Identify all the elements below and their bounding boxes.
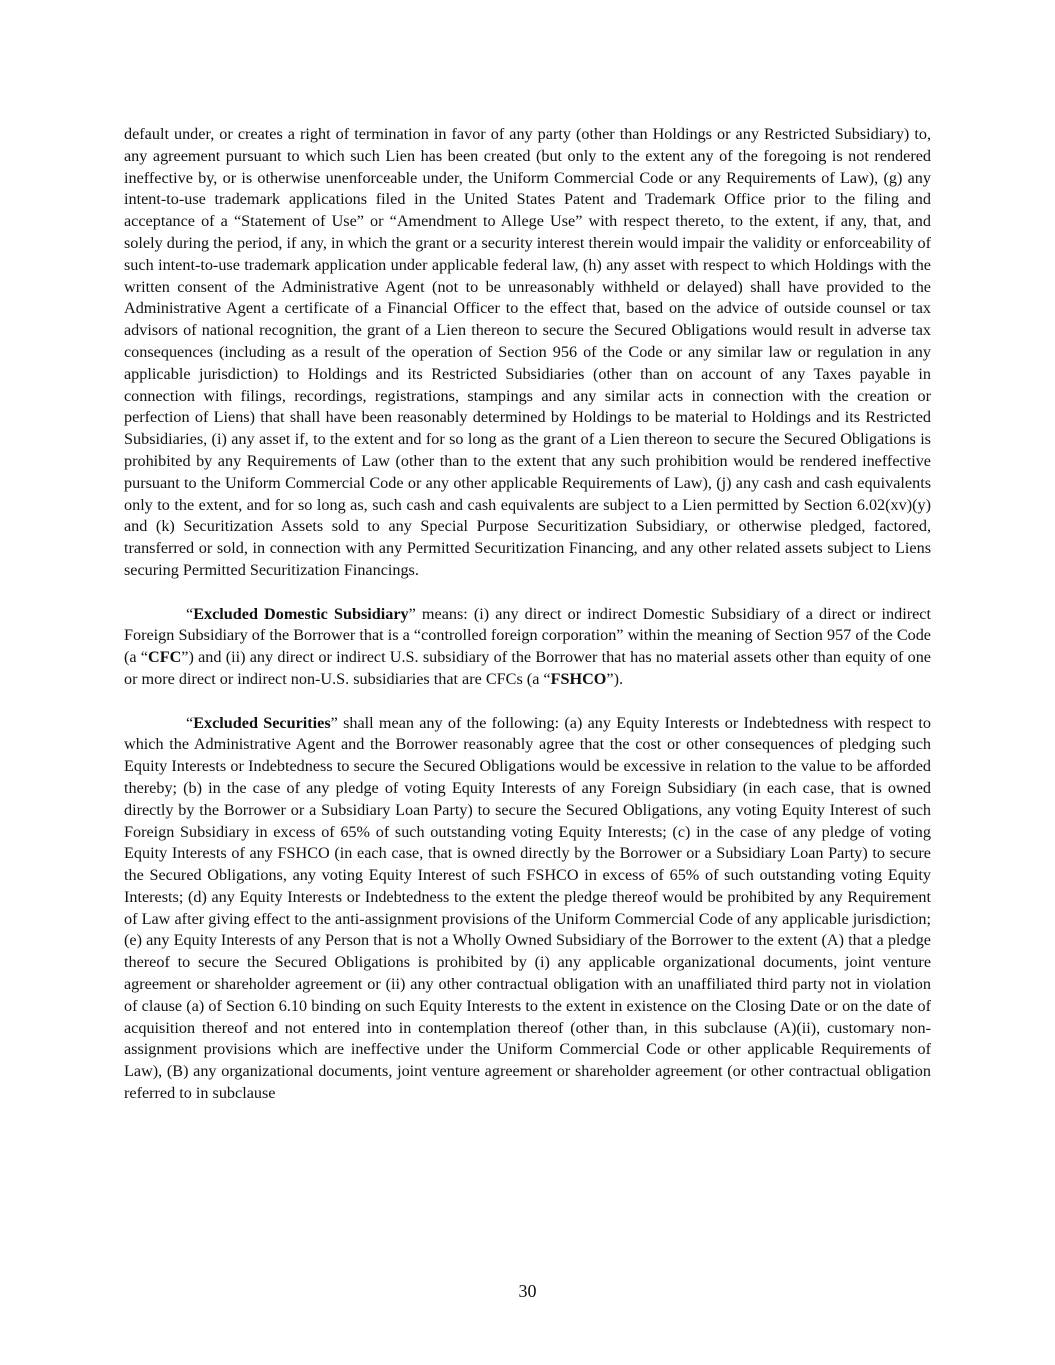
document-body: [124, 124, 931, 1105]
paragraph-excluded-securities: [124, 713, 931, 1105]
definition-text: ” shall mean any of the following: (a) any Equity Interests or Indebtedness with respect to which the Administrative Agent and the Borrower reasonably agree that the cost or other consequences of pledging such Equity Interests or Indebtedness to secure the Secured Obligations would be excessive in relation to the value to be afforded thereby; (b) in the case of any pledge of voting Equity Interests of any Foreign Subsidiary (in each case, that is owned directly by the Borrower or a Subsidiary Loan Party) to secure the Secured Obligations, any voting Equity Interest of such Foreign Subsidiary in excess of 65% of such outstanding voting Equity Interests; (c) in the case of any pledge of voting Equity Interests of any FSHCO (in each case, that is owned directly by the Borrower or a Subsidiary Loan Party) to secure the Secured Obligations, any voting Equity Interest of such FSHCO in excess of 65% of such outstanding voting Equity Interests; (d) any Equity Interests or Indebtedness to the extent the pledge thereof would be prohibited by any Requirement of Law after giving effect to the anti-assignment provisions of the Uniform Commercial Code of any applicable jurisdiction; (e) any Equity Interests of any Person that is not a Wholly Owned Subsidiary of the Borrower to the extent (A) that a pledge thereof to secure the Secured Obligations is prohibited by (i) any applicable organizational documents, joint venture agreement or shareholder agreement or (ii) any other contractual obligation with an unaffiliated third party not in violation of clause (a) of Section 6.10 binding on such Equity Interests to the extent in existence on the Closing Date or on the date of acquisition thereof and not entered into in contemplation thereof (other than, in this subclause (A)(ii), customary non-assignment provisions which are ineffective under the Uniform Commercial Code or other applicable Requirements of Law), (B) any organizational documents, joint venture agreement or shareholder agreement (or other contractual obligation referred to in subclause: [124, 713, 931, 1103]
definition-text: ”) and (ii) any direct or indirect U.S. subsidiary of the Borrower that has no material assets other than equity of one or more direct or indirect non-U.S. subsidiaries that are CFCs (a “: [124, 648, 931, 688]
open-quote: “: [186, 604, 194, 623]
defined-term-excluded-domestic-subsidiary: Excluded Domestic Subsidiary: [193, 604, 409, 623]
open-quote: “: [186, 713, 194, 732]
paragraph-excluded-domestic-subsidiary: [124, 604, 931, 691]
definition-text: ” means: (i) any direct or indirect Domestic Subsidiary of a direct or indirect Foreign Subsidiary of the Borrower that is a “controlled foreign corporation” within the meaning of Section 957 of the Code (a “: [124, 604, 931, 667]
page-number: 30: [518, 1281, 537, 1301]
defined-term-cfc: CFC: [148, 648, 182, 667]
defined-term-excluded-securities: Excluded Securities: [193, 713, 331, 732]
defined-term-fshco: FSHCO: [550, 669, 607, 688]
paragraph-collateral-exclusions: default under, or creates a right of termination in favor of any party (other than Holdings or any Restricted Subsidiary) to, any agreement pursuant to which such Lien has been created (but only to the extent any of the foregoing is not rendered ineffective by, or is otherwise unenforceable under, the Uniform Commercial Code or any Requirements of Law), (g) any intent-to-use trademark applications filed in the United States Patent and Trademark Office prior to the filing and acceptance of a “Statement of Use” or “Amendment to Allege Use” with respect thereto, to the extent, if any, that, and solely during the period, if any, in which the grant or a security interest therein would impair the validity or enforceability of such intent-to-use trademark application under applicable federal law, (h) any asset with respect to which Holdings with the written consent of the Administrative Agent (not to be unreasonably withheld or delayed) shall have provided to the Administrative Agent a certificate of a Financial Officer to the effect that, based on the advice of outside counsel or tax advisors of national recognition, the grant of a Lien thereon to secure the Secured Obligations would result in adverse tax consequences (including as a result of the operation of Section 956 of the Code or any similar law or regulation in any applicable jurisdiction) to Holdings and its Restricted Subsidiaries (other than on account of any Taxes payable in connection with filings, recordings, registrations, stampings and any similar acts in connection with the creation or perfection of Liens) that shall have been reasonably determined by Holdings to be material to Holdings and its Restricted Subsidiaries, (i) any asset if, to the extent and for so long as the grant of a Lien thereon to secure the Secured Obligations is prohibited by any Requirements of Law (other than to the extent that any such prohibition would be rendered ineffective pursuant to the Uniform Commercial Code or any other applicable Requirements of Law), (j) any cash and cash equivalents only to the extent, and for so long as, such cash and cash equivalents are subject to a Lien permitted by Section 6.02(xv)(y) and (k) Securitization Assets sold to any Special Purpose Securitization Subsidiary, or otherwise pledged, factored, transferred or sold, in connection with any Permitted Securitization Financing, and any other related assets subject to Liens securing Permitted Securitization Financings.: [124, 125, 931, 579]
definition-text: ”).: [606, 669, 624, 688]
